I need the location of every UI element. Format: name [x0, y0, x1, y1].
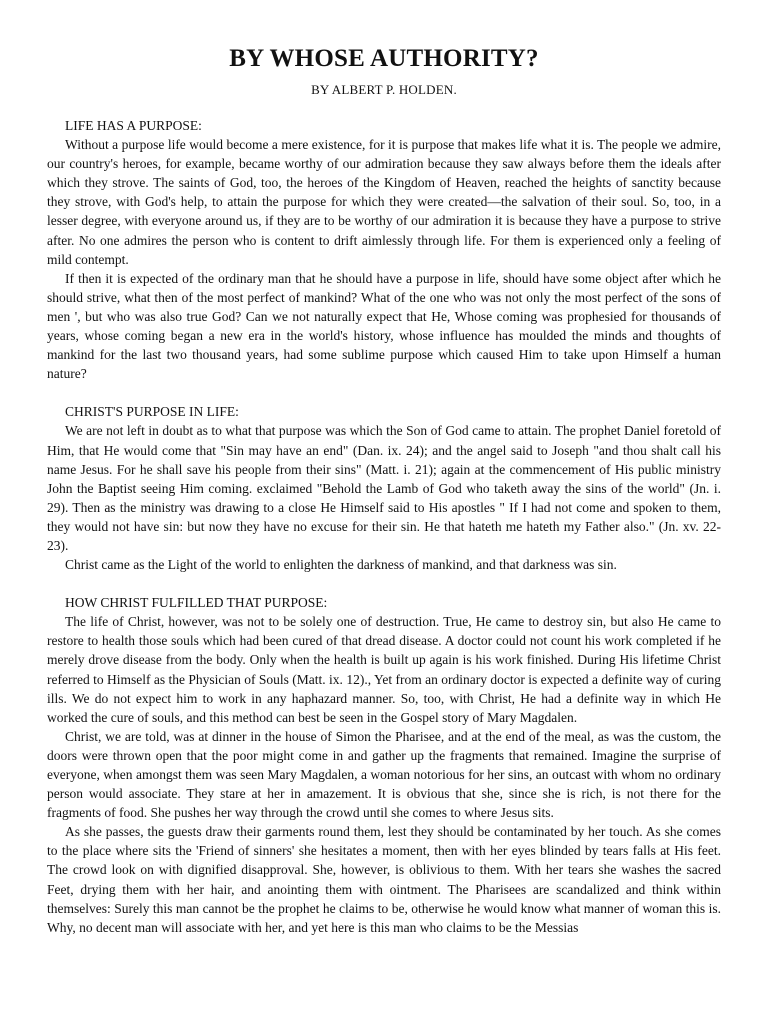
paragraph: If then it is expected of the ordinary man that he should have a purpose in life, should have some object after which he should strive, what then of the most perfect of mankind? What of the one who was not only the most perfect of the sons of men ', but who was also true God? Can we not naturally expect that He, Whose coming was prophesied for thousands of years, whose coming began a new era in the world's history, whose influence has moulded the minds and thoughts of mankind for the last two thousand years, had some sublime purpose which caused Him to take upon Himself a human nature?: [47, 270, 721, 382]
paragraph: The life of Christ, however, was not to be solely one of destruction. True, He came to destroy sin, but also He came to restore to health those souls which had been cured of that dread disease. A doctor could not count his work completed if he merely drove disease from the body. Only when the health is built up again is his work finished. During His lifetime Christ referred to Himself as the Physician of Souls (Matt. ix. 12)., Yet from an ordinary doctor is expected a definite way of curing ills. We do not expect him to work in any haphazard manner. So, too, with Christ, He had a definite way in which He worked the cure of souls, and this method can best be seen in the Gospel story of Mary Magdalen.: [47, 614, 721, 725]
section-heading: CHRIST'S PURPOSE IN LIFE:: [65, 404, 239, 420]
paragraph: Without a purpose life would become a mere existence, for it is purpose that makes life what it is. The people we admire, our country's heroes, for example, became worthy of our admiration because they saw always before them the ideals after which they strove. The saints of God, too, the heroes of the Kingdom of Heaven, reached the heights of sanctity because they strove, with God's help, to attain the purpose for which they were created—the salvation of their soul. So, too, in a lesser degree, with everyone around us, if they are to be worthy of our admiration it is because they have a purpose to strive after. No one admires the person who is content to drift aimlessly through life. For them is experienced only a feeling of mild contempt.: [47, 137, 721, 267]
paragraph: As she passes, the guests draw their garments round them, lest they should be contaminated by her touch. As she comes to the place where sits the 'Friend of sinners' she hesitates a moment, then with her eyes blinded by tears falls at His feet. The crowd look on with dignified disapproval. She, however, is oblivious to them. With her tears she washes the sacred Feet, drying them with her hair, and anointing them with ointment. The Pharisees are scandalized and think within themselves: Surely this man cannot be the prophet he claims to be, otherwise he would know what manner of woman this is. Why, no decent man will associate with her, and yet here is this man who claims to be the Messias: [47, 824, 721, 935]
paragraph: Christ, we are told, was at dinner in the house of Simon the Pharisee, and at the end of the meal, as was the custom, the doors were thrown open that the poor might come in and gather up the fragments that remained. Imagine the surprise of everyone, when amongst them was seen Mary Magdalen, a woman notorious for her sins, an outcast with whom no ordinary person would associate. They stare at her in amazement. It is obvious that she, since she is rich, is not there for the fragments of food. She pushes her way through the crowd until she comes to where Jesus sits.: [47, 728, 721, 821]
document-body: [47, 116, 721, 937]
section-how-christ-fulfilled: [47, 593, 721, 937]
paragraph: Christ came as the Light of the world to enlighten the darkness of mankind, and that darkness was sin.: [65, 557, 617, 573]
section-life-has-a-purpose: [47, 116, 721, 383]
section-christs-purpose: [47, 402, 721, 574]
paragraph: We are not left in doubt as to what that purpose was which the Son of God came to attain. The prophet Daniel foretold of Him, that He would come that "Sin may have an end" (Dan. ix. 24); and the angel said to Joseph "and thou shalt call his name Jesus. For he shall save his people from their sins" (Matt. i. 21); again at the commencement of His public ministry John the Baptist seeing Him coming. exclaimed "Behold the Lamb of God who taketh away the sins of the world" (Jn. i. 29). Then as the ministry was drawing to a close He Himself said to His apostles " If I had not come and spoken to them, they would not have sin: but now they have no excuse for their sin. He that hateth me hateth my Father also." (Jn. xv. 22-23).: [47, 423, 721, 553]
section-heading: HOW CHRIST FULFILLED THAT PURPOSE:: [65, 595, 328, 611]
author-byline: BY ALBERT P. HOLDEN.: [311, 82, 457, 97]
section-heading: LIFE HAS A PURPOSE:: [65, 118, 202, 133]
document-title: BY WHOSE AUTHORITY?: [229, 45, 539, 72]
